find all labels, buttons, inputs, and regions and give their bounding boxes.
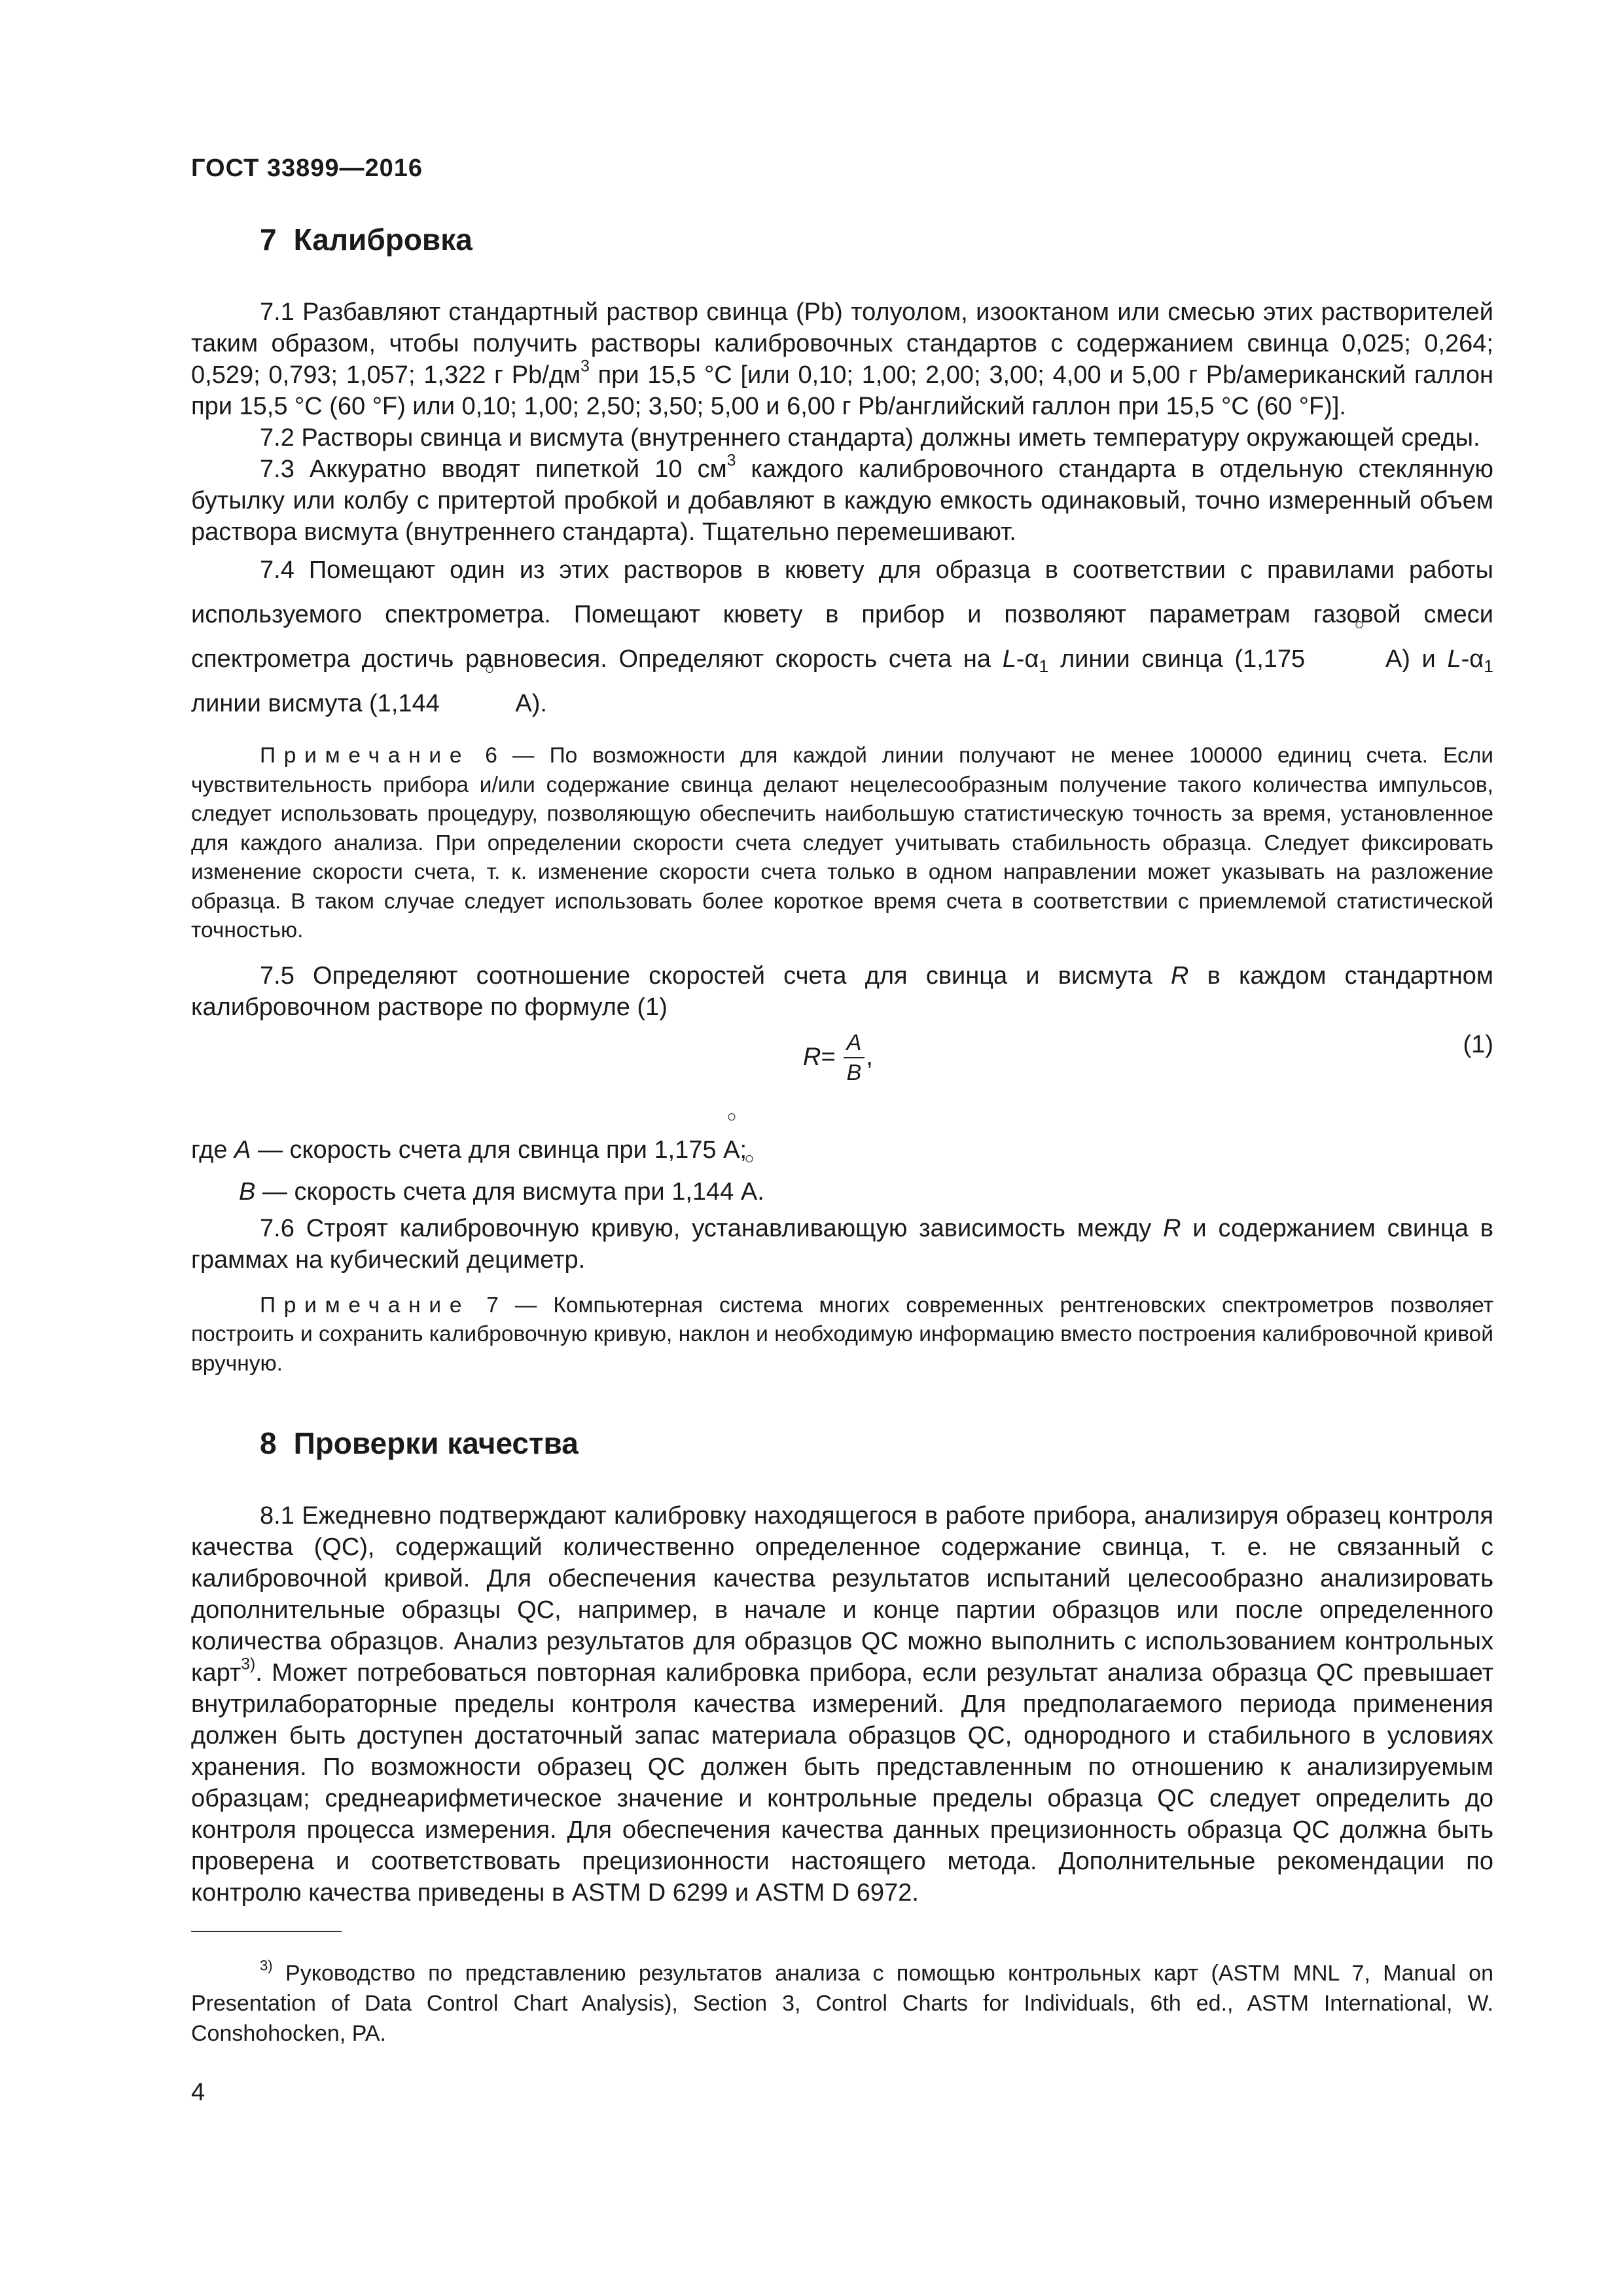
section-title: Калибровка (293, 223, 473, 257)
angstrom-symbol: А (723, 1129, 740, 1171)
formula-lhs: R (803, 1043, 821, 1071)
section-title: Проверки качества (293, 1426, 579, 1460)
clause-text: 7.4 Помещают один из этих растворов в кювету для образца в соответствии с правилами работы используемого спектрометра. Помещают кювету в прибор и позволяют параметрам газовой смеси спектрометра достичь равновесия. Определяют скорость счета на (191, 556, 1493, 673)
section-7-heading (260, 222, 1493, 257)
variable: L (1447, 645, 1461, 673)
section-8-heading (260, 1426, 1493, 1461)
where-a (191, 1129, 1493, 1171)
variable: A (234, 1136, 251, 1164)
clause-text: линии висмута (1,144 (191, 690, 447, 717)
subscript: 1 (1039, 656, 1049, 676)
clause-text: ; (740, 1136, 747, 1164)
clause-7-6 (191, 1213, 1493, 1276)
clause-7-3 (191, 454, 1493, 548)
section-number: 7 (260, 223, 277, 257)
clause-text: — скорость счета для свинца при 1,175 (251, 1136, 724, 1164)
numerator: A (844, 1030, 865, 1058)
clause-text: и содержанием свинца в граммах на кубический дециметр. (191, 1214, 1493, 1274)
footnote-ref: 3) (241, 1655, 256, 1674)
variable: R (1171, 961, 1189, 990)
where-b (191, 1171, 1493, 1213)
clause-text: где (191, 1136, 235, 1164)
subscript: 1 (1484, 656, 1493, 676)
clause-7-2: 7.2 Растворы свинца и висмута (внутреннего стандарта) должны иметь температуру окружающей среды. (260, 424, 1480, 452)
clause-text: в каждом стандартном калибровочном растворе по формуле (1) (191, 961, 1494, 1021)
clause-text: линии свинца (1,175 (1048, 645, 1317, 673)
angstrom-symbol: А (1317, 637, 1402, 681)
clause-text: 7.6 Строят калибровочную кривую, устанавливающую зависимость между (260, 1214, 1164, 1242)
clause-7-5 (191, 960, 1493, 1023)
variable: B (239, 1177, 256, 1206)
clause-text: . Может потребоваться повторная калибровка прибора, если результат анализа образца QC превышает внутрилабораторные пределы контроля качества измерений. Для предполагаемого периода применения должен быть доступен достаточный запас материала образцов QC, однородного и стабильного в условиях хранения. По возможности образец QC должен быть представленным по отношению к анализируемым образцам; среднеарифметическое значение и контрольные пределы образца QC следует определить до контроля процесса измерения. Для обеспечения качества данных прецизионность образца QC должна быть проверена и соответствовать прецизионности настоящего метода. Дополнительные рекомендации по контролю качества приведены в ASTM D 6299 и ASTM D 6972. (191, 1659, 1493, 1907)
clause-7-1 (191, 296, 1493, 422)
footnote-separator (191, 1931, 342, 1932)
clause-text: 7.5 Определяют соотношение скоростей счета для свинца и висмута (260, 961, 1171, 990)
note-7 (191, 1291, 1493, 1379)
footnote-3 (191, 1958, 1493, 2049)
clause-text: ) и (1402, 645, 1448, 673)
note-text: 7 — Компьютерная система многих современных рентгеновских спектрометров позволяет построить и сохранить калибровочную кривую, наклон и необходимую информацию вместо построения калибровочной кривой вручную. (191, 1293, 1493, 1376)
formula-1 (191, 1026, 1493, 1103)
angstrom-symbol: А (741, 1171, 757, 1213)
superscript: 3 (726, 452, 736, 470)
note-label: Примечание (260, 1293, 471, 1318)
note-text: 6 — По возможности для каждой линии получают не менее 100000 единиц счета. Если чувствительность прибора и/или содержание свинца делают нецелесообразным получение такого количества импульсов, следует использовать процедуру, позволяющую обеспечить наибольшую статистическую точность за время, установленное для каждого анализа. При определении скорости счета следует учитывать стабильность образца. Следует фиксировать изменение скорости счета, т. к. изменение скорости счета только в одном направлении может указывать на разложение образца. В таком случае следует использовать более короткое время счета в соответствии с приемлемой статистической точностью. (191, 744, 1493, 942)
denominator: B (846, 1060, 862, 1085)
footnote-marker: 3) (260, 1957, 273, 1974)
document-page (191, 154, 1493, 2049)
clause-text: — скорость счета для висмута при 1,144 (255, 1177, 741, 1206)
clause-text: каждого калибровочного стандарта в отдельную стеклянную бутылку или колбу с притертой пробкой и добавляют в каждую емкость одинаковый, точно измеренный объем раствора висмута (внутреннего стандарта). Тщательно перемешивают. (191, 456, 1493, 546)
footnote-text: Руководство по представлению результатов анализа с помощью контрольных карт (ASTM MNL 7, Manual on Presentation of Data Control Chart Analysis), Section 3, Control Charts for Individuals, 6th ed., ASTM International, W. Conshohocken, PA. (191, 1961, 1493, 2046)
clause-text: ). (531, 690, 547, 717)
clause-text: при 15,5 °С [или 0,10; 1,00; 2,00; 3,00; 4,00 и 5,00 г Pb/американский галлон при 15,5 °С (60 °F) или 0,10; 1,00; 2,50; 3,50; 5,00 и 6,00 г Pb/английский галлон при 15,5 °С (60 °F)]. (191, 361, 1493, 420)
clause-text: . (757, 1177, 764, 1206)
document-header: ГОСТ 33899—2016 (191, 154, 423, 182)
formula-number: (1) (1463, 1030, 1493, 1058)
clause-8-1 (191, 1500, 1493, 1909)
clause-7-4 (191, 548, 1493, 726)
note-label: Примечание (260, 744, 471, 768)
symbol: -α (1016, 645, 1039, 673)
variable: R (1163, 1214, 1181, 1242)
formula-expression (803, 1030, 873, 1086)
clause-text: 7.1 Разбавляют стандартный раствор свинца (Pb) толуолом, изооктаном или смесью этих растворителей таким образом, чтобы получить растворы калибровочных стандартов с содержанием свинца 0,025; 0,264; 0,529; 0,793; 1,057; 1,322 г Pb/дм (191, 298, 1493, 389)
clause-text: 7.3 Аккуратно вводят пипеткой 10 см (260, 456, 727, 483)
equals-sign: = (821, 1043, 836, 1071)
variable: L (1002, 645, 1016, 673)
note-6 (191, 742, 1493, 946)
symbol: -α (1461, 645, 1484, 673)
formula-comma: , (866, 1043, 873, 1071)
fraction (844, 1030, 865, 1086)
angstrom-symbol: А (446, 681, 531, 726)
section-number: 8 (260, 1426, 277, 1460)
clause-text: 8.1 Ежедневно подтверждают калибровку находящегося в работе прибора, анализируя образец контроля качества (QC), содержащий количественно определенное содержание свинца, т. е. не связанный с калибровочной кривой. Для обеспечения качества результатов испытаний целесообразно анализировать дополнительные образцы QC, например, в начале и конце партии образцов или после определенного количества образцов. Анализ результатов для образцов QC можно выполнить с использованием контрольных карт (191, 1502, 1493, 1687)
page-number: 4 (191, 2079, 205, 2106)
superscript: 3 (580, 357, 590, 376)
